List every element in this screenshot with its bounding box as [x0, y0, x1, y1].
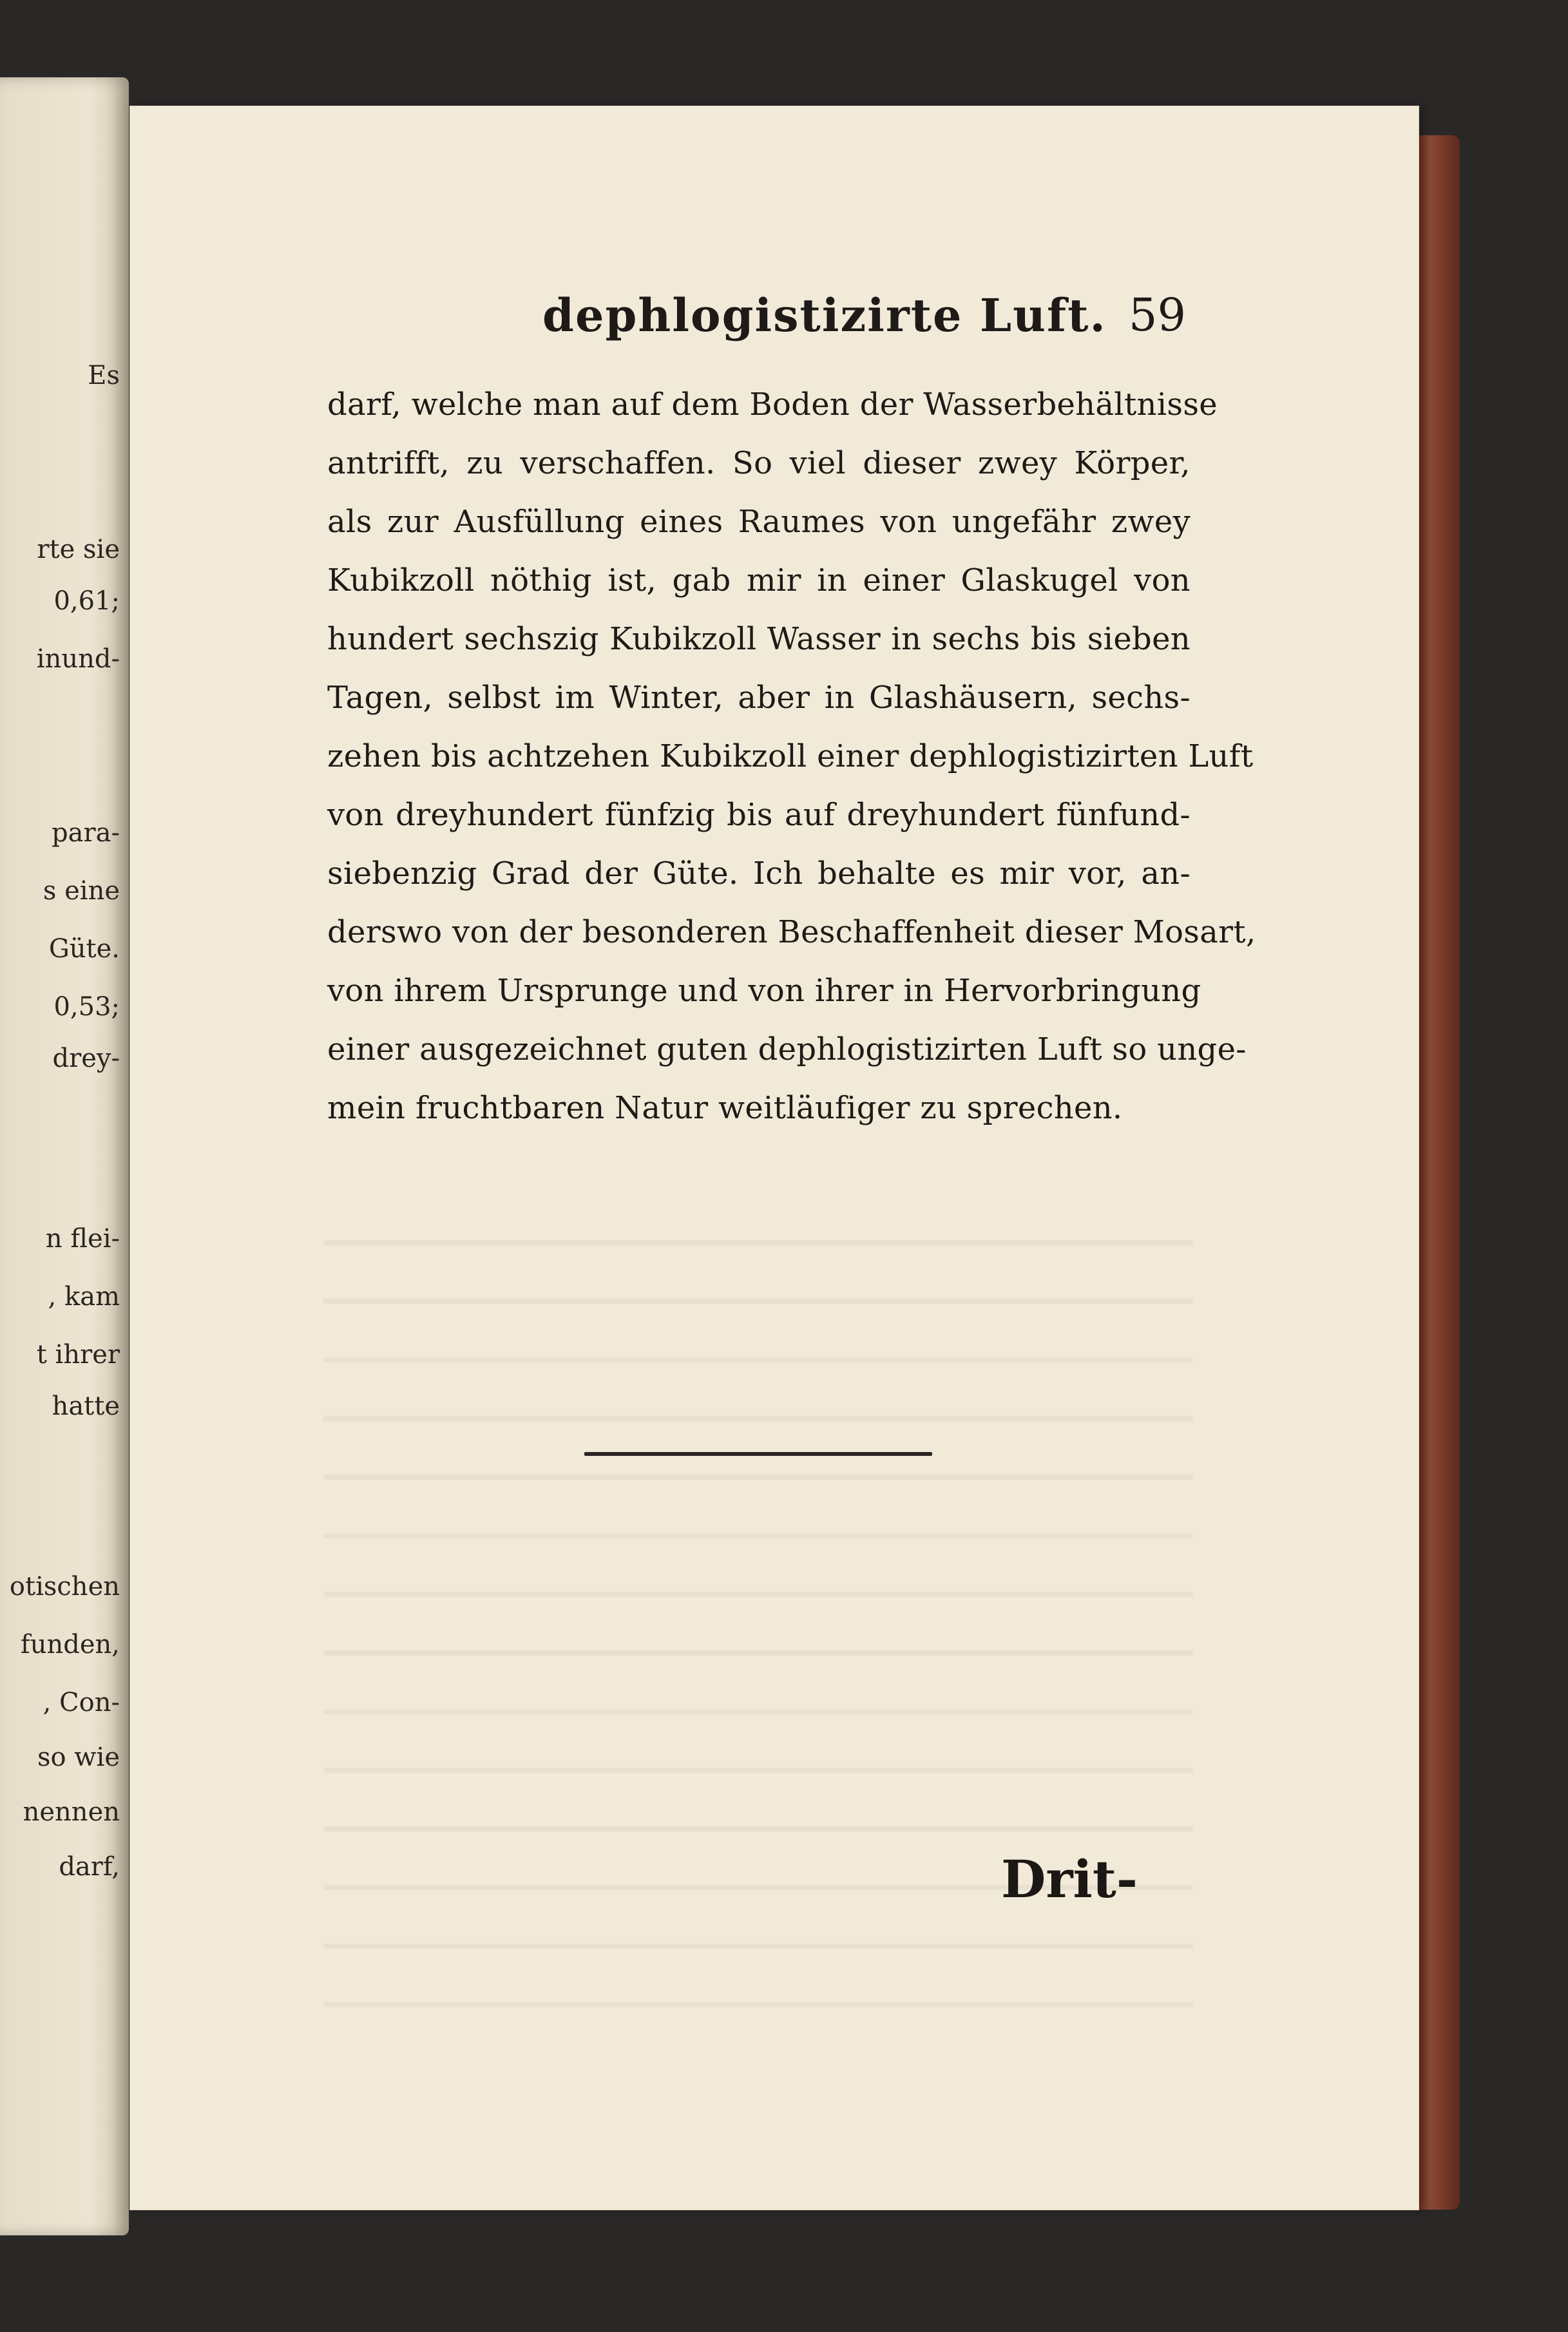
facing-page-fragment: otischen: [9, 1572, 120, 1601]
catchword: Drit-: [1001, 1849, 1138, 1909]
section-divider-rule: [584, 1452, 932, 1456]
facing-page-fragment: funden,: [20, 1630, 120, 1659]
text-line: mein fruchtbaren Natur weitläufiger zu sprechen.: [327, 1090, 1123, 1126]
text-line: Kubikzoll nöthig ist, gab mir in einer Glaskugel von: [327, 562, 1190, 598]
page-number: 59: [1129, 289, 1187, 341]
facing-page-fragment: so wie: [37, 1743, 120, 1772]
facing-page-fragment: drey-: [52, 1044, 120, 1073]
facing-page-fragment: para-: [52, 818, 120, 848]
facing-page-fragment: darf,: [59, 1852, 120, 1882]
facing-page-fragment: inund-: [36, 644, 120, 674]
text-line: derswo von der besonderen Beschaffenheit dieser Mosart,: [327, 914, 1256, 950]
facing-page-fragment: s eine: [43, 876, 120, 906]
text-line: als zur Ausfüllung eines Raumes von ungefähr zwey: [327, 504, 1190, 540]
facing-page-fragment: , Con-: [43, 1688, 120, 1717]
text-line: darf, welche man auf dem Boden der Wasserbehältnisse: [327, 387, 1218, 423]
facing-page-edge: [0, 77, 129, 2235]
text-line: antrifft, zu verschaffen. So viel dieser zwey Körper,: [327, 445, 1190, 481]
facing-page-fragment: nennen: [23, 1797, 120, 1827]
facing-page-fragment: Es: [88, 361, 120, 390]
running-head-title: dephlogistizirte Luft.: [542, 289, 1107, 342]
facing-page-fragment: Güte.: [48, 934, 120, 964]
body-text: [327, 376, 1256, 1138]
text-line: von dreyhundert fünfzig bis auf dreyhundert fünfund-: [327, 797, 1190, 833]
facing-page-fragment: , kam: [48, 1282, 120, 1312]
text-line: siebenzig Grad der Güte. Ich behalte es mir vor, an-: [327, 855, 1190, 892]
text-line: hundert sechszig Kubikzoll Wasser in sechs bis sieben: [327, 621, 1190, 657]
facing-page-fragment: 0,61;: [53, 586, 120, 616]
facing-page-fragment: 0,53;: [53, 992, 120, 1022]
text-line: einer ausgezeichnet guten dephlogistizirten Luft so unge-: [327, 1031, 1247, 1067]
book-spine-edge: [1417, 135, 1460, 2210]
running-head: [130, 289, 1419, 347]
text-line: von ihrem Ursprunge und von ihrer in Hervorbringung: [327, 973, 1201, 1009]
facing-page-fragment: n flei-: [45, 1224, 120, 1254]
facing-page-fragment: hatte: [52, 1391, 120, 1421]
facing-page-fragment: t ihrer: [36, 1340, 120, 1370]
facing-page-fragment: rte sie: [37, 535, 120, 564]
book-page: [130, 106, 1419, 2210]
text-line: Tagen, selbst im Winter, aber in Glashäusern, sechs-: [327, 680, 1190, 716]
text-line: zehen bis achtzehen Kubikzoll einer dephlogistizirten Luft: [327, 738, 1254, 774]
